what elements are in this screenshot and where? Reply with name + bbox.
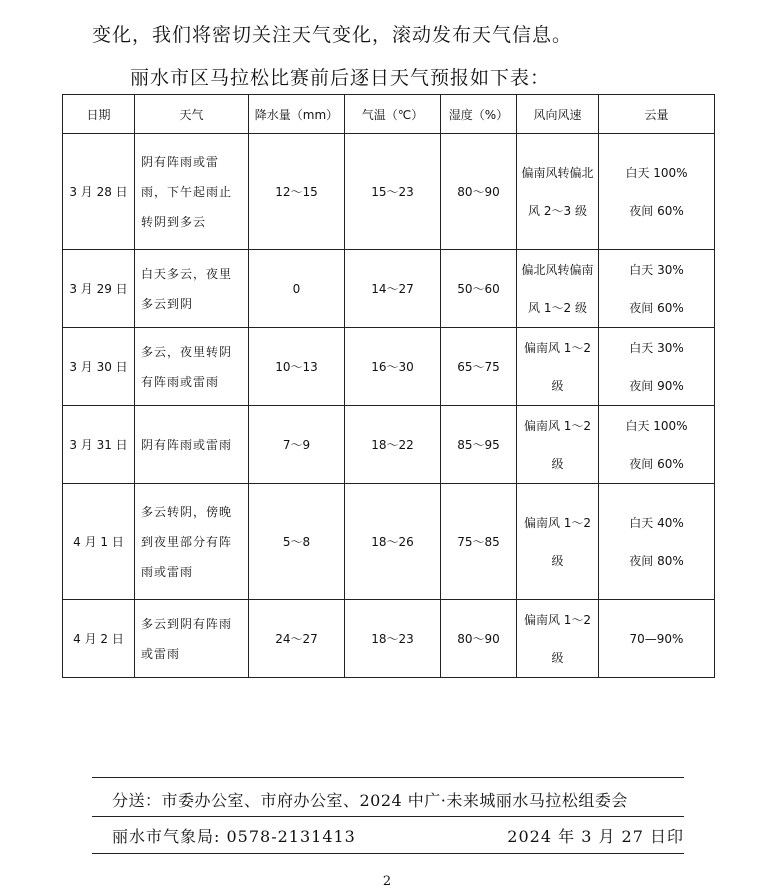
cell-humidity: 75～85 [441, 484, 517, 600]
cell-wind: 偏南风 1～2 级 [517, 328, 599, 406]
cell-date: 3 月 29 日 [63, 250, 135, 328]
cell-date: 3 月 30 日 [63, 328, 135, 406]
header-temperature: 气温（℃） [345, 95, 441, 134]
cloud-night: 夜间 60% [629, 300, 684, 315]
cloud-range: 70—90% [629, 631, 684, 646]
table-row [63, 484, 715, 600]
table-row [63, 134, 715, 250]
table-row [63, 250, 715, 328]
cell-weather: 白天多云，夜里多云到阴 [135, 250, 249, 328]
cell-temperature: 18～22 [345, 406, 441, 484]
cell-cloud [599, 406, 715, 484]
cell-wind: 偏南风 1～2 级 [517, 484, 599, 600]
cell-cloud [599, 250, 715, 328]
cell-cloud [599, 484, 715, 600]
cloud-night: 夜间 80% [629, 553, 684, 568]
header-wind: 风向风速 [517, 95, 599, 134]
issuer-contact: 丽水市气象局: 0578-2131413 [112, 827, 356, 846]
cell-precipitation: 10～13 [249, 328, 345, 406]
cell-precipitation: 24～27 [249, 600, 345, 678]
cell-temperature: 18～26 [345, 484, 441, 600]
print-date: 2024 年 3 月 27 日印 [507, 827, 684, 846]
page-number: 2 [382, 874, 392, 889]
header-date: 日期 [63, 95, 135, 134]
table-caption: 丽水市区马拉松比赛前后逐日天气预报如下表： [130, 67, 551, 89]
cloud-day: 白天 30% [629, 262, 684, 277]
cell-humidity: 50～60 [441, 250, 517, 328]
header-precipitation: 降水量（mm） [249, 95, 345, 134]
cell-date: 3 月 31 日 [63, 406, 135, 484]
cell-date: 3 月 28 日 [63, 134, 135, 250]
cloud-day: 白天 30% [629, 340, 684, 355]
intro-paragraph-tail: 变化，我们将密切关注天气变化，滚动发布天气信息。 [92, 24, 573, 46]
footer-middle-rule [92, 816, 684, 817]
cloud-night: 夜间 60% [629, 456, 684, 471]
cell-date: 4 月 2 日 [63, 600, 135, 678]
cell-precipitation: 12～15 [249, 134, 345, 250]
header-weather: 天气 [135, 95, 249, 134]
cell-precipitation: 5～8 [249, 484, 345, 600]
weather-forecast-table [62, 94, 715, 678]
table-row [63, 406, 715, 484]
cell-cloud [599, 600, 715, 678]
table-row [63, 328, 715, 406]
footer-bottom-rule [92, 853, 684, 854]
cell-humidity: 85～95 [441, 406, 517, 484]
cell-weather: 阴有阵雨或雷雨 [135, 406, 249, 484]
cloud-day: 白天 40% [629, 515, 684, 530]
cell-precipitation: 7～9 [249, 406, 345, 484]
distribution-list: 分送：市委办公室、市府办公室、2024 中广·未来城丽水马拉松组委会 [112, 791, 628, 810]
cell-date: 4 月 1 日 [63, 484, 135, 600]
cell-wind: 偏南风 1～2 级 [517, 406, 599, 484]
cell-precipitation: 0 [249, 250, 345, 328]
cell-temperature: 16～30 [345, 328, 441, 406]
cell-temperature: 18～23 [345, 600, 441, 678]
header-cloud: 云量 [599, 95, 715, 134]
header-humidity: 湿度（%） [441, 95, 517, 134]
cloud-night: 夜间 90% [629, 378, 684, 393]
cloud-day: 白天 100% [625, 418, 688, 433]
cell-humidity: 80～90 [441, 134, 517, 250]
cell-weather: 阴有阵雨或雷雨，下午起雨止转阴到多云 [135, 134, 249, 250]
table-header-row [63, 95, 715, 134]
cell-weather: 多云，夜里转阴有阵雨或雷雨 [135, 328, 249, 406]
cell-weather: 多云转阴，傍晚到夜里部分有阵雨或雷雨 [135, 484, 249, 600]
table-row [63, 600, 715, 678]
cell-temperature: 15～23 [345, 134, 441, 250]
cell-wind: 偏南风转偏北风 2～3 级 [517, 134, 599, 250]
cell-cloud [599, 134, 715, 250]
cell-temperature: 14～27 [345, 250, 441, 328]
cloud-night: 夜间 60% [629, 203, 684, 218]
cell-weather: 多云到阴有阵雨或雷雨 [135, 600, 249, 678]
cell-humidity: 80～90 [441, 600, 517, 678]
footer-top-rule [92, 777, 684, 778]
cloud-day: 白天 100% [625, 165, 688, 180]
cell-wind: 偏北风转偏南风 1～2 级 [517, 250, 599, 328]
cell-humidity: 65～75 [441, 328, 517, 406]
cell-wind: 偏南风 1～2 级 [517, 600, 599, 678]
cell-cloud [599, 328, 715, 406]
